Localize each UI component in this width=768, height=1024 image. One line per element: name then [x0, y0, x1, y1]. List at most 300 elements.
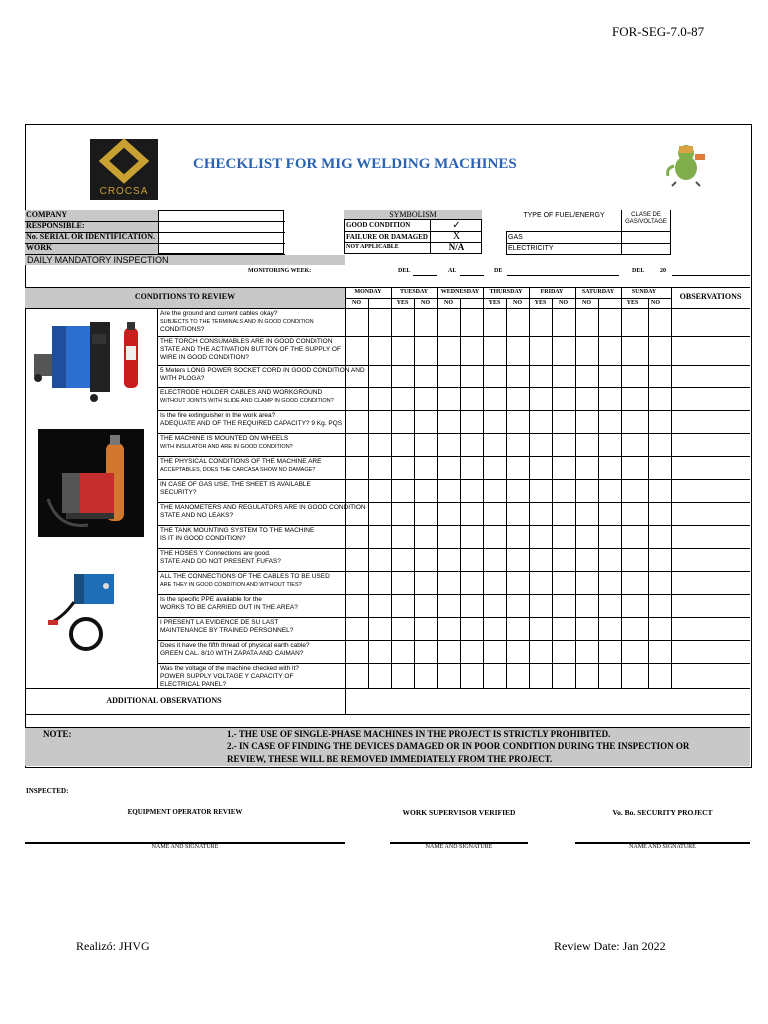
condition-line: Was the voltage of the machine checked with it? — [160, 665, 299, 672]
check-cell[interactable] — [461, 388, 483, 410]
check-cell[interactable] — [438, 366, 460, 387]
check-cell[interactable] — [438, 457, 460, 479]
check-cell[interactable] — [649, 388, 671, 410]
check-cell[interactable] — [649, 549, 671, 571]
check-cell[interactable] — [369, 366, 391, 387]
check-cell[interactable] — [346, 309, 368, 336]
observation-cell[interactable] — [672, 366, 749, 387]
condition-line: CONDITIONS? — [160, 326, 205, 333]
observation-cell[interactable] — [672, 309, 749, 336]
supervisor-verified-label: WORK SUPERVISOR VERIFIED — [402, 808, 516, 817]
check-cell[interactable] — [392, 457, 414, 479]
check-cell[interactable] — [415, 595, 437, 617]
check-cell[interactable] — [553, 641, 575, 663]
check-cell[interactable] — [622, 309, 648, 336]
welder-cylinder-photo — [38, 429, 144, 537]
check-cell[interactable] — [530, 664, 552, 688]
observation-cell[interactable] — [672, 480, 749, 502]
responsible-label: RESPONSIBLE: — [26, 221, 85, 230]
check-cell[interactable] — [438, 309, 460, 336]
condition-line: IN CASE OF GAS USE, THE SHEET IS AVAILABLE — [160, 481, 311, 488]
check-cell[interactable] — [507, 337, 529, 365]
check-cell[interactable] — [392, 664, 414, 688]
check-cell[interactable] — [461, 480, 483, 502]
monitoring-del2: DEL — [632, 268, 645, 274]
note-label: NOTE: — [43, 729, 72, 739]
condition-item — [160, 389, 344, 405]
operator-review-label: EQUIPMENT OPERATOR REVIEW — [127, 808, 243, 816]
check-cell[interactable] — [369, 526, 391, 548]
condition-line: ALL THE CONNECTIONS OF THE CABLES TO BE USED — [160, 573, 330, 580]
condition-item — [160, 435, 344, 451]
subhead-no: NO — [444, 300, 453, 306]
check-cell[interactable] — [576, 503, 598, 525]
observation-cell[interactable] — [672, 641, 749, 663]
check-cell[interactable] — [576, 641, 598, 663]
check-cell[interactable] — [599, 549, 621, 571]
check-cell[interactable] — [461, 664, 483, 688]
check-cell[interactable] — [507, 366, 529, 387]
observation-cell[interactable] — [672, 503, 749, 525]
check-cell[interactable] — [599, 572, 621, 594]
check-cell[interactable] — [461, 549, 483, 571]
condition-item — [160, 665, 344, 689]
check-cell[interactable] — [415, 480, 437, 502]
check-cell[interactable] — [553, 572, 575, 594]
check-cell[interactable] — [484, 457, 506, 479]
check-cell[interactable] — [438, 549, 460, 571]
condition-line: IS IT IN GOOD CONDITION? — [160, 535, 246, 542]
check-cell[interactable] — [507, 549, 529, 571]
check-cell[interactable] — [576, 337, 598, 365]
check-cell[interactable] — [622, 337, 648, 365]
check-cell[interactable] — [507, 480, 529, 502]
check-cell[interactable] — [599, 595, 621, 617]
check-cell[interactable] — [415, 641, 437, 663]
check-cell[interactable] — [576, 366, 598, 387]
check-cell[interactable] — [649, 503, 671, 525]
check-cell[interactable] — [649, 411, 671, 433]
check-cell[interactable] — [392, 549, 414, 571]
check-cell[interactable] — [599, 366, 621, 387]
day-header-monday: MONDAY — [354, 289, 382, 295]
check-cell[interactable] — [599, 388, 621, 410]
subhead-yes: YES — [534, 300, 547, 306]
check-cell[interactable] — [461, 434, 483, 456]
check-cell[interactable] — [507, 641, 529, 663]
check-cell[interactable] — [622, 503, 648, 525]
check-cell[interactable] — [530, 503, 552, 525]
check-cell[interactable] — [599, 457, 621, 479]
check-cell[interactable] — [649, 480, 671, 502]
check-cell[interactable] — [599, 411, 621, 433]
check-cell[interactable] — [507, 664, 529, 688]
observation-cell[interactable] — [672, 457, 749, 479]
check-cell[interactable] — [346, 388, 368, 410]
check-cell[interactable] — [507, 411, 529, 433]
check-cell[interactable] — [576, 309, 598, 336]
gas-voltage-header: CLASE DE GAS/VOLTAGE — [625, 212, 667, 225]
day-header-wednesday: WEDNESDAY — [440, 289, 480, 295]
check-cell[interactable] — [622, 664, 648, 688]
check-cell[interactable] — [346, 549, 368, 571]
condition-line: THE PHYSICAL CONDITIONS OF THE MACHINE ARE — [160, 458, 322, 465]
check-cell[interactable] — [484, 572, 506, 594]
check-cell[interactable] — [392, 411, 414, 433]
check-cell[interactable] — [649, 664, 671, 688]
subhead-no: NO — [582, 300, 591, 306]
na-symbol: N/A — [448, 242, 465, 252]
check-cell[interactable] — [392, 480, 414, 502]
check-cell[interactable] — [484, 480, 506, 502]
check-cell[interactable] — [576, 480, 598, 502]
check-cell[interactable] — [461, 595, 483, 617]
check-cell[interactable] — [392, 337, 414, 365]
check-cell[interactable] — [369, 618, 391, 640]
check-cell[interactable] — [369, 457, 391, 479]
check-cell[interactable] — [484, 388, 506, 410]
security-project-label: Vo. Bo. SECURITY PROJECT — [612, 808, 713, 817]
serial-label: No. SERIAL OR IDENTIFICATION. — [26, 232, 155, 241]
check-cell[interactable] — [392, 388, 414, 410]
check-cell[interactable] — [346, 618, 368, 640]
check-cell[interactable] — [369, 388, 391, 410]
check-cell[interactable] — [649, 641, 671, 663]
check-cell[interactable] — [415, 411, 437, 433]
observation-cell[interactable] — [672, 664, 749, 688]
note-line-1: 1.- THE USE OF SINGLE-PHASE MACHINES IN THE PROJECT IS STRICTLY PROHIBITED. — [227, 729, 611, 739]
check-cell[interactable] — [392, 572, 414, 594]
check-cell[interactable] — [346, 664, 368, 688]
check-cell[interactable] — [369, 309, 391, 336]
condition-line: WITHOUT JOINTS WITH SLIDE AND CLAMP IN GOOD CONDITION? — [160, 398, 334, 404]
check-cell[interactable] — [599, 641, 621, 663]
check-cell[interactable] — [553, 618, 575, 640]
fuel-type-header: TYPE OF FUEL/ENERGY — [523, 212, 605, 219]
check-cell[interactable] — [553, 457, 575, 479]
check-cell[interactable] — [484, 366, 506, 387]
observation-cell[interactable] — [672, 434, 749, 456]
check-cell[interactable] — [649, 526, 671, 548]
check-cell[interactable] — [484, 434, 506, 456]
check-cell[interactable] — [392, 309, 414, 336]
check-cell[interactable] — [622, 526, 648, 548]
check-cell[interactable] — [415, 337, 437, 365]
check-cell[interactable] — [484, 526, 506, 548]
check-cell[interactable] — [507, 309, 529, 336]
check-cell[interactable] — [415, 457, 437, 479]
check-cell[interactable] — [599, 337, 621, 365]
check-cell[interactable] — [576, 457, 598, 479]
check-cell[interactable] — [392, 503, 414, 525]
check-cell[interactable] — [438, 388, 460, 410]
day-header-tuesday: TUESDAY — [399, 289, 429, 295]
check-cell[interactable] — [392, 526, 414, 548]
condition-line: ADEQUATE AND OF THE REQUIRED CAPACITY? 9 Kg. PQS — [160, 420, 343, 427]
condition-line: THE MACHINE IS MOUNTED ON WHEELS — [160, 435, 289, 442]
observation-cell[interactable] — [672, 411, 749, 433]
operator-name-signature: NAME AND SIGNATURE — [151, 844, 219, 850]
check-cell[interactable] — [415, 549, 437, 571]
subhead-no: NO — [352, 300, 361, 306]
condition-item — [160, 310, 344, 334]
check-cell[interactable] — [649, 434, 671, 456]
check-cell[interactable] — [576, 549, 598, 571]
check-cell[interactable] — [415, 366, 437, 387]
condition-line: STATE AND DO NOT PRESENT FUFAS? — [160, 558, 281, 565]
symbol-label-na: NOT APPLICABLE — [346, 244, 399, 250]
check-cell[interactable] — [649, 337, 671, 365]
check-cell[interactable] — [415, 434, 437, 456]
check-cell[interactable] — [346, 411, 368, 433]
check-cell[interactable] — [576, 526, 598, 548]
check-cell[interactable] — [649, 572, 671, 594]
check-cell[interactable] — [438, 641, 460, 663]
check-cell[interactable] — [369, 337, 391, 365]
check-cell[interactable] — [507, 526, 529, 548]
check-cell[interactable] — [530, 309, 552, 336]
observation-cell[interactable] — [672, 595, 749, 617]
check-cell[interactable] — [553, 664, 575, 688]
observation-cell[interactable] — [672, 526, 749, 548]
check-cell[interactable] — [599, 480, 621, 502]
condition-item — [160, 550, 344, 566]
company-logo — [90, 139, 158, 200]
daily-bar — [25, 255, 345, 265]
check-cell[interactable] — [530, 388, 552, 410]
check-cell[interactable] — [415, 618, 437, 640]
check-cell[interactable] — [484, 595, 506, 617]
check-cell[interactable] — [649, 595, 671, 617]
condition-line: THE MANOMETERS AND REGULATORS ARE IN GOOD CONDITION — [160, 504, 366, 511]
check-cell[interactable] — [461, 457, 483, 479]
check-cell[interactable] — [484, 337, 506, 365]
monitoring-de: DE — [494, 268, 503, 274]
condition-line: WORKS TO BE CARRIED OUT IN THE AREA? — [160, 604, 298, 611]
check-cell[interactable] — [622, 457, 648, 479]
check-cell[interactable] — [346, 595, 368, 617]
condition-item — [160, 642, 344, 658]
check-cell[interactable] — [530, 366, 552, 387]
observation-cell[interactable] — [672, 618, 749, 640]
check-cell[interactable] — [553, 411, 575, 433]
check-cell[interactable] — [649, 618, 671, 640]
check-cell[interactable] — [599, 434, 621, 456]
check-cell[interactable] — [346, 480, 368, 502]
check-cell[interactable] — [599, 664, 621, 688]
check-cell[interactable] — [369, 480, 391, 502]
check-cell[interactable] — [553, 309, 575, 336]
condition-line: 5 Meters LONG POWER SOCKET CORD IN GOOD CONDITION AND — [160, 367, 365, 374]
check-cell[interactable] — [622, 388, 648, 410]
check-cell[interactable] — [507, 503, 529, 525]
subhead-no: NO — [559, 300, 568, 306]
check-cell[interactable] — [530, 641, 552, 663]
check-cell[interactable] — [530, 526, 552, 548]
check-cell[interactable] — [369, 503, 391, 525]
check-cell[interactable] — [415, 664, 437, 688]
check-cell[interactable] — [622, 641, 648, 663]
check-cell[interactable] — [438, 337, 460, 365]
observation-cell[interactable] — [672, 388, 749, 410]
check-cell[interactable] — [461, 366, 483, 387]
check-cell[interactable] — [346, 337, 368, 365]
check-cell[interactable] — [530, 618, 552, 640]
check-cell[interactable] — [530, 572, 552, 594]
check-cell[interactable] — [484, 641, 506, 663]
check-cell[interactable] — [369, 572, 391, 594]
note-line-3: REVIEW, THESE WILL BE REMOVED IMMEDIATELY FROM THE PROJECT. — [227, 754, 553, 764]
check-cell[interactable] — [392, 641, 414, 663]
check-cell[interactable] — [553, 480, 575, 502]
observation-cell[interactable] — [672, 337, 749, 365]
check-cell[interactable] — [553, 595, 575, 617]
check-cell[interactable] — [438, 480, 460, 502]
observation-cell[interactable] — [672, 572, 749, 594]
check-cell[interactable] — [484, 411, 506, 433]
check-cell[interactable] — [599, 503, 621, 525]
check-cell[interactable] — [576, 664, 598, 688]
check-cell[interactable] — [530, 457, 552, 479]
check-cell[interactable] — [530, 434, 552, 456]
check-cell[interactable] — [553, 388, 575, 410]
check-cell[interactable] — [576, 572, 598, 594]
check-cell[interactable] — [461, 337, 483, 365]
condition-line: GREEN CAL. 8/10 WITH ZAPATA AND CAIMAN? — [160, 650, 304, 657]
mascot-icon — [664, 140, 710, 186]
check-cell[interactable] — [576, 388, 598, 410]
check-cell[interactable] — [530, 549, 552, 571]
check-cell[interactable] — [346, 457, 368, 479]
check-cell[interactable] — [461, 503, 483, 525]
company-label: COMPANY — [26, 210, 68, 219]
check-cell[interactable] — [369, 434, 391, 456]
check-cell[interactable] — [649, 366, 671, 387]
check-cell[interactable] — [622, 618, 648, 640]
observation-cell[interactable] — [672, 549, 749, 571]
check-cell[interactable] — [392, 595, 414, 617]
condition-line: Does it have the fifth thread of physical earth cable? — [160, 642, 310, 649]
check-cell[interactable] — [369, 664, 391, 688]
check-cell[interactable] — [553, 549, 575, 571]
check-cell[interactable] — [461, 309, 483, 336]
day-header-friday: FRIDAY — [540, 289, 564, 295]
check-cell[interactable] — [622, 549, 648, 571]
check-cell[interactable] — [461, 526, 483, 548]
check-cell[interactable] — [507, 457, 529, 479]
check-cell[interactable] — [553, 366, 575, 387]
check-cell[interactable] — [484, 309, 506, 336]
check-cell[interactable] — [438, 434, 460, 456]
check-cell[interactable] — [346, 526, 368, 548]
check-cell[interactable] — [553, 337, 575, 365]
check-cell[interactable] — [484, 503, 506, 525]
made-by: Realizó: JHVG — [76, 939, 150, 953]
check-cell[interactable] — [346, 434, 368, 456]
check-cell[interactable] — [369, 411, 391, 433]
condition-line: I PRESENT LA EVIDENCE DE SU LAST — [160, 619, 279, 626]
check-cell[interactable] — [622, 411, 648, 433]
check-cell[interactable] — [484, 549, 506, 571]
check-cell[interactable] — [415, 572, 437, 594]
check-cell[interactable] — [438, 503, 460, 525]
check-cell[interactable] — [553, 526, 575, 548]
check-cell[interactable] — [415, 503, 437, 525]
check-cell[interactable] — [576, 434, 598, 456]
check-cell[interactable] — [530, 337, 552, 365]
check-cell[interactable] — [599, 309, 621, 336]
check-cell[interactable] — [438, 618, 460, 640]
additional-observations-label: ADDITIONAL OBSERVATIONS — [106, 696, 222, 705]
check-cell[interactable] — [507, 388, 529, 410]
check-cell[interactable] — [438, 526, 460, 548]
check-cell[interactable] — [507, 595, 529, 617]
check-cell[interactable] — [438, 595, 460, 617]
check-cell[interactable] — [415, 309, 437, 336]
check-cell[interactable] — [484, 664, 506, 688]
check-cell[interactable] — [438, 411, 460, 433]
condition-line: THE TORCH CONSUMABLES ARE IN GOOD CONDITION — [160, 338, 333, 345]
check-cell[interactable] — [553, 503, 575, 525]
condition-item — [160, 338, 344, 362]
check-cell[interactable] — [576, 618, 598, 640]
check-cell[interactable] — [530, 411, 552, 433]
symbol-label-good: GOOD CONDITION — [346, 221, 411, 229]
check-cell[interactable] — [438, 664, 460, 688]
check-cell[interactable] — [576, 595, 598, 617]
check-cell[interactable] — [346, 641, 368, 663]
check-cell[interactable] — [507, 618, 529, 640]
condition-item — [160, 619, 344, 635]
check-cell[interactable] — [622, 480, 648, 502]
check-cell[interactable] — [649, 309, 671, 336]
check-cell[interactable] — [461, 572, 483, 594]
check-cell[interactable] — [415, 526, 437, 548]
observations-header: OBSERVATIONS — [679, 292, 742, 301]
check-cell[interactable] — [438, 572, 460, 594]
check-cell[interactable] — [576, 411, 598, 433]
check-cell[interactable] — [530, 595, 552, 617]
check-cell[interactable] — [461, 411, 483, 433]
check-cell[interactable] — [392, 434, 414, 456]
check-cell[interactable] — [622, 572, 648, 594]
check-cell[interactable] — [461, 641, 483, 663]
check-cell[interactable] — [461, 618, 483, 640]
check-cell[interactable] — [649, 457, 671, 479]
check-cell[interactable] — [622, 434, 648, 456]
check-cell[interactable] — [369, 641, 391, 663]
check-cell[interactable] — [484, 618, 506, 640]
check-cell[interactable] — [530, 480, 552, 502]
check-cell[interactable] — [346, 572, 368, 594]
check-cell[interactable] — [507, 434, 529, 456]
check-cell[interactable] — [622, 595, 648, 617]
check-cell[interactable] — [392, 366, 414, 387]
fuel-option-electricity: ELECTRICITY — [508, 245, 554, 252]
condition-item — [160, 481, 344, 497]
check-cell[interactable] — [507, 572, 529, 594]
check-cell[interactable] — [415, 388, 437, 410]
check-cell[interactable] — [599, 618, 621, 640]
check-cell[interactable] — [622, 366, 648, 387]
check-cell[interactable] — [392, 618, 414, 640]
check-cell[interactable] — [553, 434, 575, 456]
check-cell[interactable] — [599, 526, 621, 548]
monitoring-del: DEL — [398, 268, 411, 274]
monitoring-al: AL — [448, 268, 457, 274]
check-cell[interactable] — [369, 595, 391, 617]
check-cell[interactable] — [369, 549, 391, 571]
